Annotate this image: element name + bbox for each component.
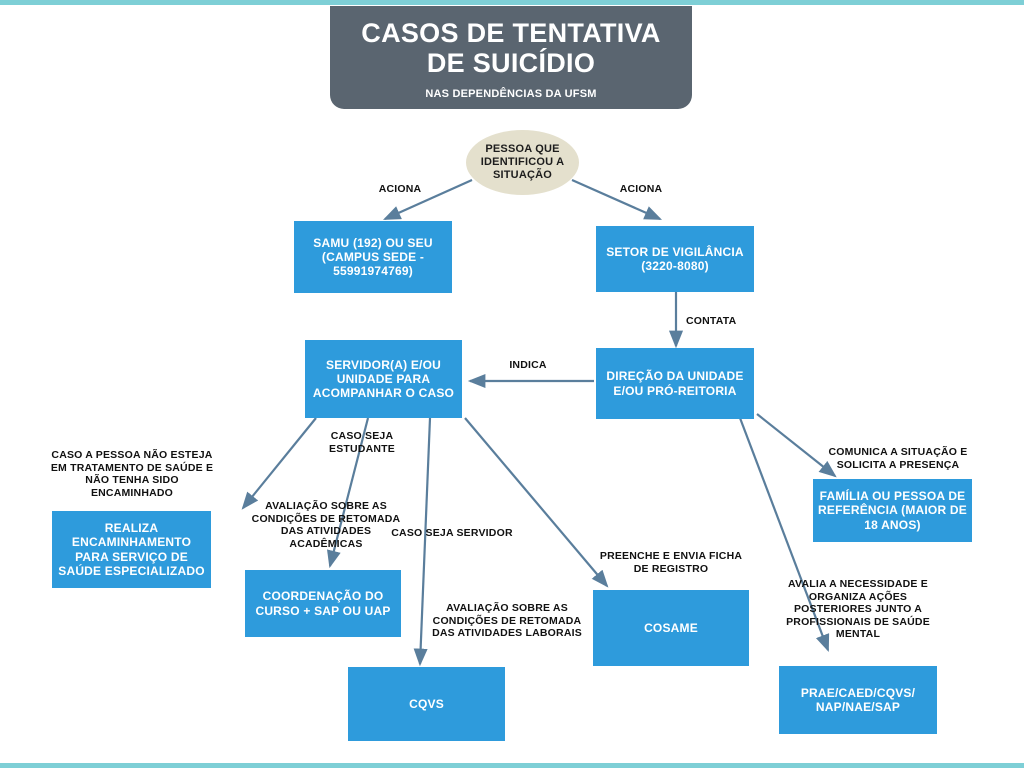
node-servidor	[305, 340, 462, 418]
node-samu-label: SAMU (192) OU SEU (CAMPUS SEDE - 55991974769)	[313, 235, 433, 279]
node-familia	[813, 479, 972, 542]
title-banner	[330, 6, 692, 109]
node-cqvs	[348, 667, 505, 741]
node-direcao-label: DIREÇÃO DA UNIDADE E/OU PRÓ-REITORIA	[606, 369, 744, 398]
node-vigilancia	[596, 226, 754, 292]
node-cqvs-label: CQVS	[409, 696, 444, 711]
node-cosame-label: COSAME	[644, 620, 698, 635]
edge-label-aciona-right: ACIONA	[619, 183, 663, 195]
page-subtitle: NAS DEPENDÊNCIAS DA UFSM	[425, 88, 597, 101]
edge-label-preenche-ficha: PREENCHE E ENVIA FICHA DE REGISTRO	[599, 550, 743, 575]
node-start	[466, 130, 579, 195]
node-coordenacao	[245, 570, 401, 637]
node-prae-label: PRAE/CAED/CQVS/ NAP/NAE/SAP	[800, 685, 916, 714]
node-cosame	[593, 590, 749, 666]
node-familia-label: FAMÍLIA OU PESSOA DE REFERÊNCIA (MAIOR DE 18 ANOS)	[818, 489, 967, 532]
node-encaminhamento	[52, 511, 211, 588]
node-prae	[779, 666, 937, 734]
edge-label-avaliacao-laborais: AVALIAÇÃO SOBRE AS CONDIÇÕES DE RETOMADA DAS ATIVIDADES LABORAIS	[432, 602, 582, 640]
node-start-label: PESSOA QUE IDENTIFICOU A SITUAÇÃO	[480, 143, 565, 181]
top-divider	[0, 0, 1024, 5]
page-title-line1: CASOS DE TENTATIVA	[361, 18, 661, 48]
edge-label-comunica-situacao: COMUNICA A SITUAÇÃO E SOLICITA A PRESENÇA	[828, 446, 968, 471]
edge-label-caso-estudante: CASO SEJA ESTUDANTE	[329, 430, 395, 455]
edge-label-indica: INDICA	[509, 359, 547, 371]
node-servidor-label: SERVIDOR(A) E/OU UNIDADE PARA ACOMPANHAR O CASO	[312, 357, 455, 401]
edge-label-contata: CONTATA	[686, 315, 737, 327]
node-samu	[294, 221, 452, 293]
edge-label-caso-servidor: CASO SEJA SERVIDOR	[391, 527, 513, 539]
node-vigilancia-label: SETOR DE VIGILÂNCIA (3220-8080)	[606, 244, 744, 273]
bottom-divider	[0, 763, 1024, 768]
node-direcao	[596, 348, 754, 419]
edge-label-avalia-necessidade: AVALIA A NECESSIDADE E ORGANIZA AÇÕES POSTERIORES JUNTO A PROFISSIONAIS DE SAÚDE MENTAL	[786, 578, 930, 641]
edge-label-avaliacao-academicas: AVALIAÇÃO SOBRE AS CONDIÇÕES DE RETOMADA DAS ATIVIDADES ACADÊMICAS	[251, 500, 401, 550]
edge-label-aciona-left: ACIONA	[378, 183, 422, 195]
node-encaminhamento-label: REALIZA ENCAMINHAMENTO PARA SERVIÇO DE SAÚDE ESPECIALIZADO	[58, 521, 205, 578]
edge-label-caso-nao-tratamento: CASO A PESSOA NÃO ESTEJA EM TRATAMENTO DE SAÚDE E NÃO TENHA SIDO ENCAMINHADO	[50, 449, 214, 499]
page-title	[330, 18, 692, 78]
page-title-line2: DE SUICÍDIO	[426, 48, 596, 79]
node-coordenacao-label: COORDENAÇÃO DO CURSO + SAP OU UAP	[255, 589, 391, 618]
